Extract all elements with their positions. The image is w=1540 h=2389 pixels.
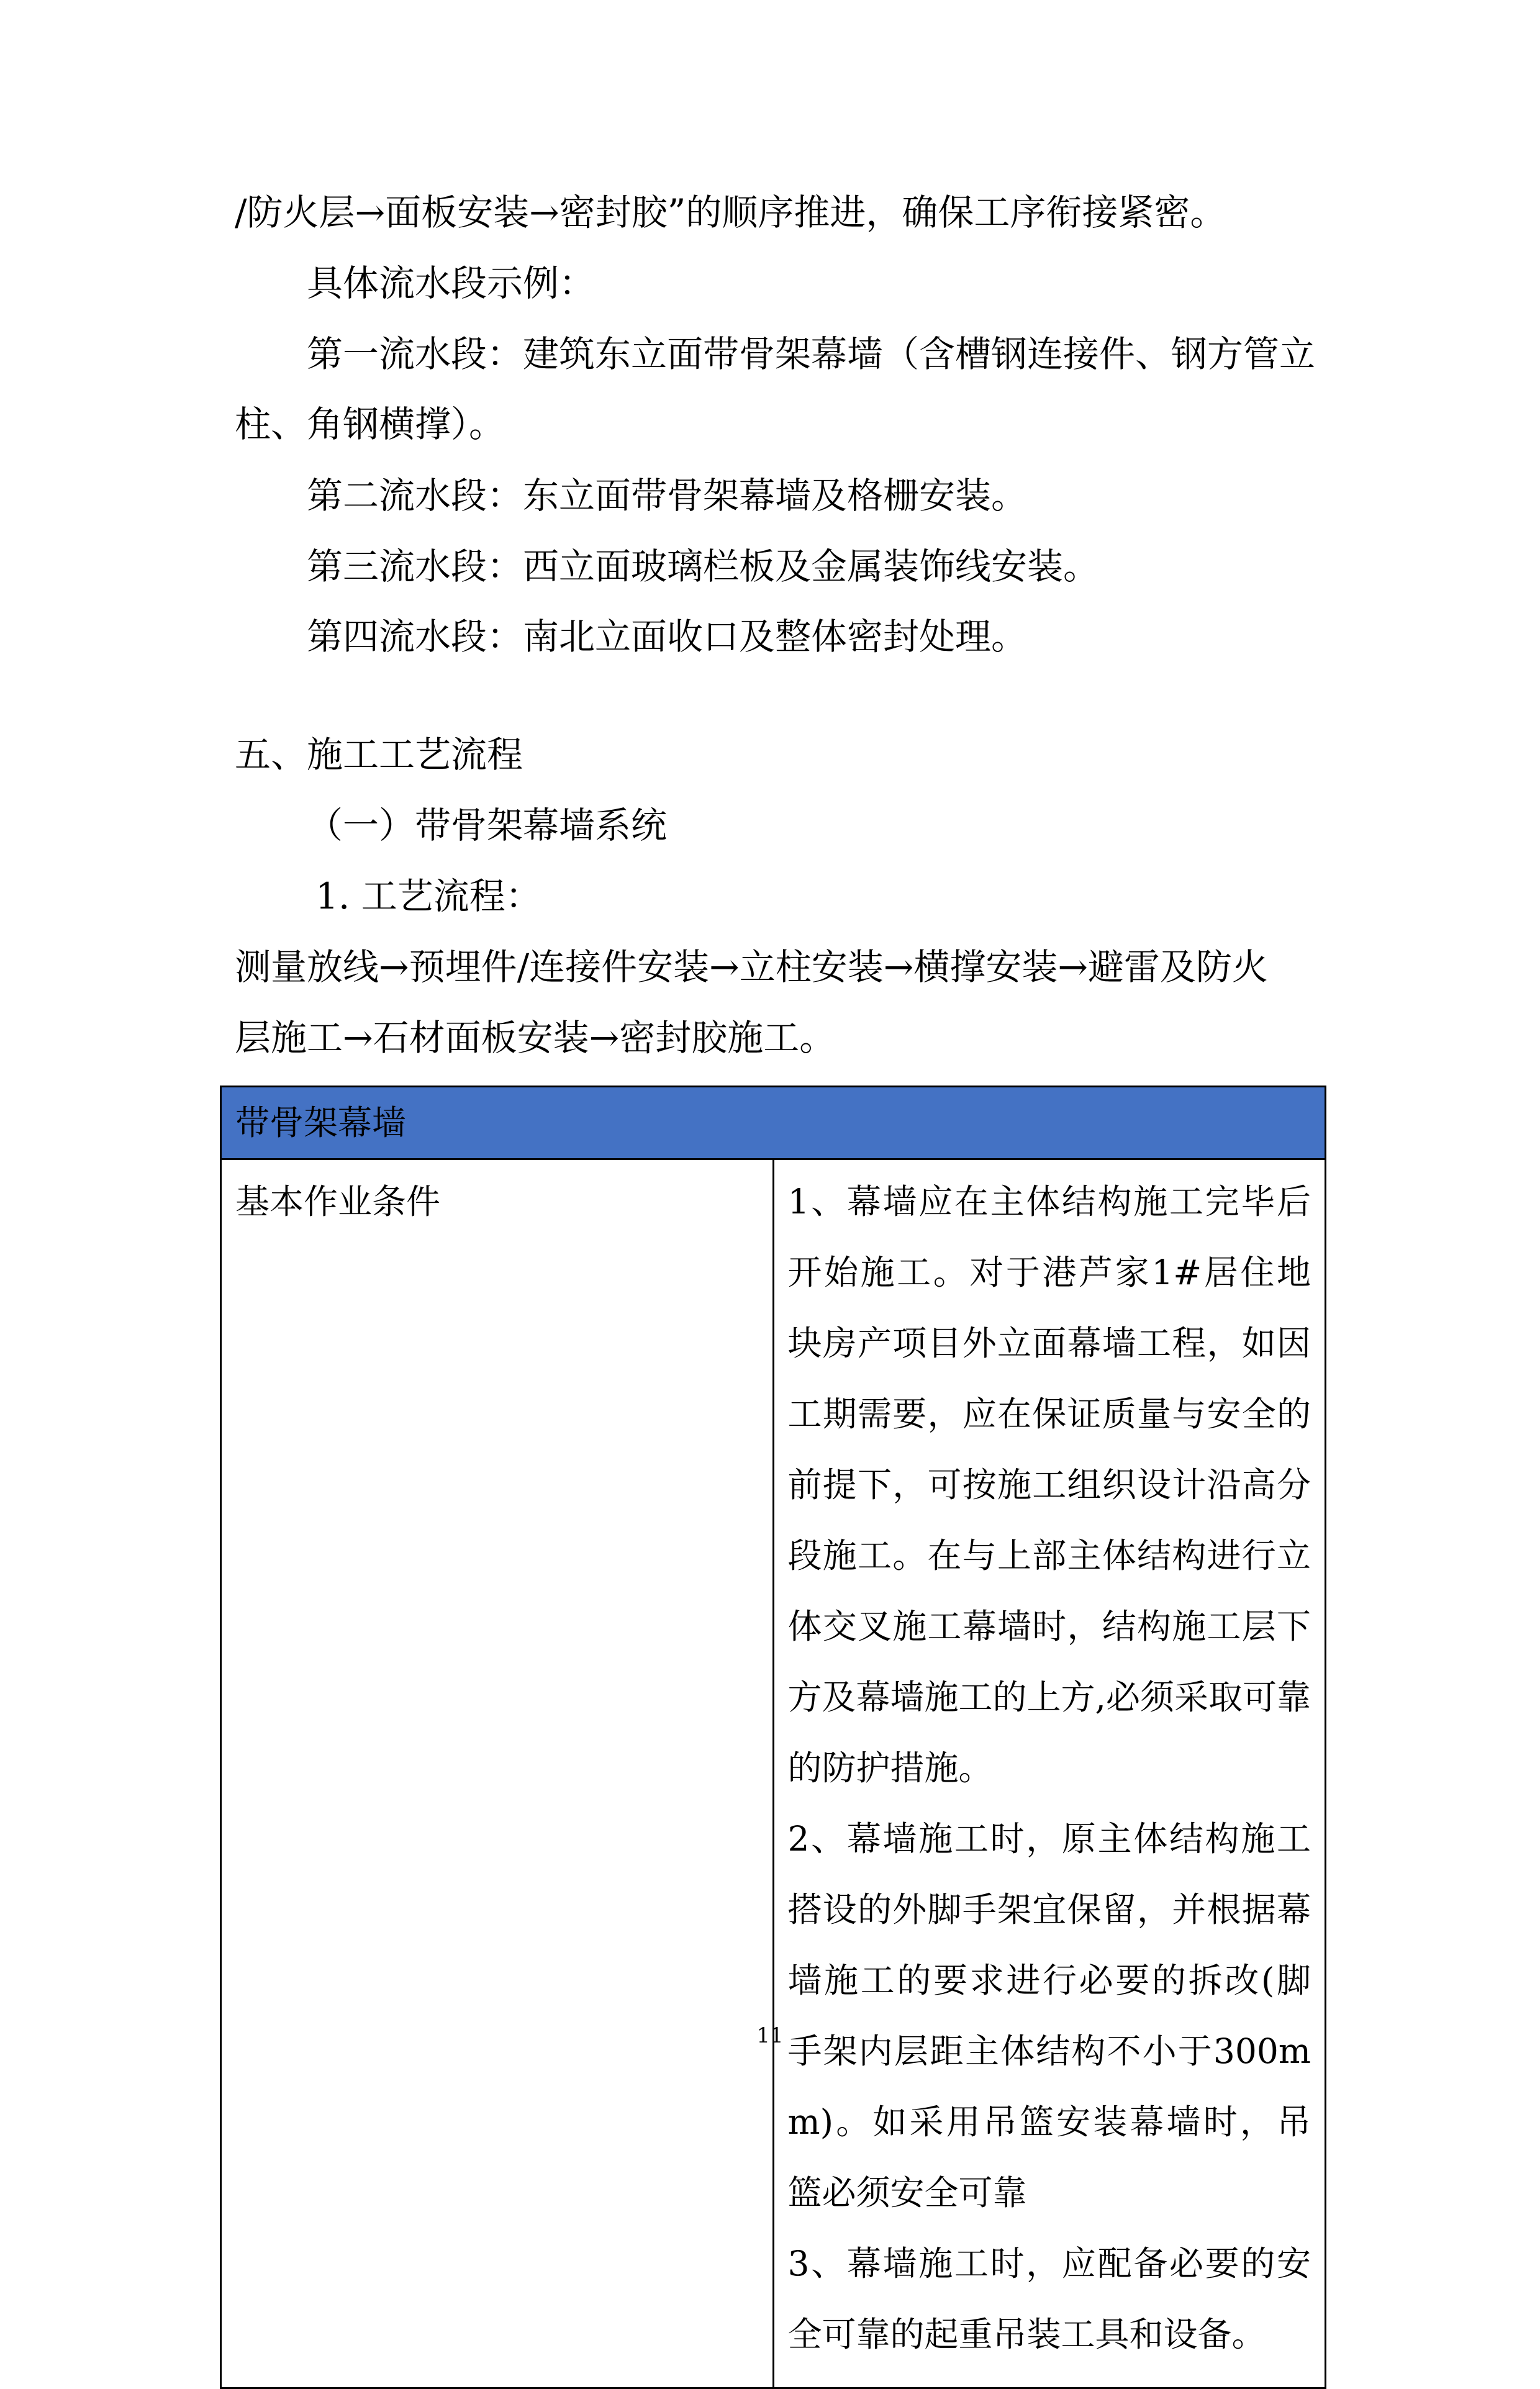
text-line: /防火层→面板安装→密封胶”的顺序推进，确保工序衔接紧密。 xyxy=(235,191,1226,233)
table-row xyxy=(221,1159,1326,2388)
work-conditions-table xyxy=(220,1086,1326,2389)
text-line: 第二流水段：东立面带骨架幕墙及格栅安装。 xyxy=(307,474,1028,517)
text-line: 第四流水段：南北立面收口及整体密封处理。 xyxy=(307,615,1028,658)
page-number: 11 xyxy=(756,2023,784,2048)
table-header-row xyxy=(221,1087,1326,1159)
process-line: 测量放线→预埋件/连接件安装→立柱安装→横撑安装→避雷及防火 xyxy=(235,946,1268,988)
section-heading: 五、施工工艺流程 xyxy=(235,733,523,776)
condition-paragraph: 3、幕墙施工时，应配备必要的安全可靠的起重吊装工具和设备。 xyxy=(787,2244,1311,2354)
process-line: 层施工→石材面板安装→密封胶施工。 xyxy=(235,1017,836,1059)
row-content-cell xyxy=(773,1159,1326,2388)
subsection-heading: （一）带骨架幕墙系统 xyxy=(307,804,668,846)
text-line: 第三流水段：西立面玻璃栏板及金属装饰线安装。 xyxy=(307,545,1100,587)
text-line: 柱、角钢横撑）。 xyxy=(235,403,505,445)
condition-paragraph: 2、幕墙施工时，原主体结构施工搭设的外脚手架宜保留，并根据幕墙施工的要求进行必要的拆改(脚手架内层距主体结构不小于300mm)。如采用吊篮安装幕墙时，吊篮必须安全可靠 xyxy=(787,1819,1311,2213)
text-line: 具体流水段示例： xyxy=(307,262,596,304)
row-label-cell: 基本作业条件 xyxy=(221,1159,774,2388)
item-heading: 1. 工艺流程： xyxy=(315,875,541,917)
condition-paragraph: 1、幕墙应在主体结构施工完毕后开始施工。对于港芦家1#居住地块房产项目外立面幕墙工程，如因工期需要，应在保证质量与安全的前提下，可按施工组织设计沿高分段施工。在与上部主体结构进行立体交叉施工幕墙时，结构施工层下方及幕墙施工的上方,必须采取可靠的防护措施。 xyxy=(787,1182,1311,1788)
text-line: 第一流水段：建筑东立面带骨架幕墙（含槽钢连接件、钢方管立 xyxy=(307,333,1316,375)
table-header-cell: 带骨架幕墙 xyxy=(221,1087,1326,1159)
